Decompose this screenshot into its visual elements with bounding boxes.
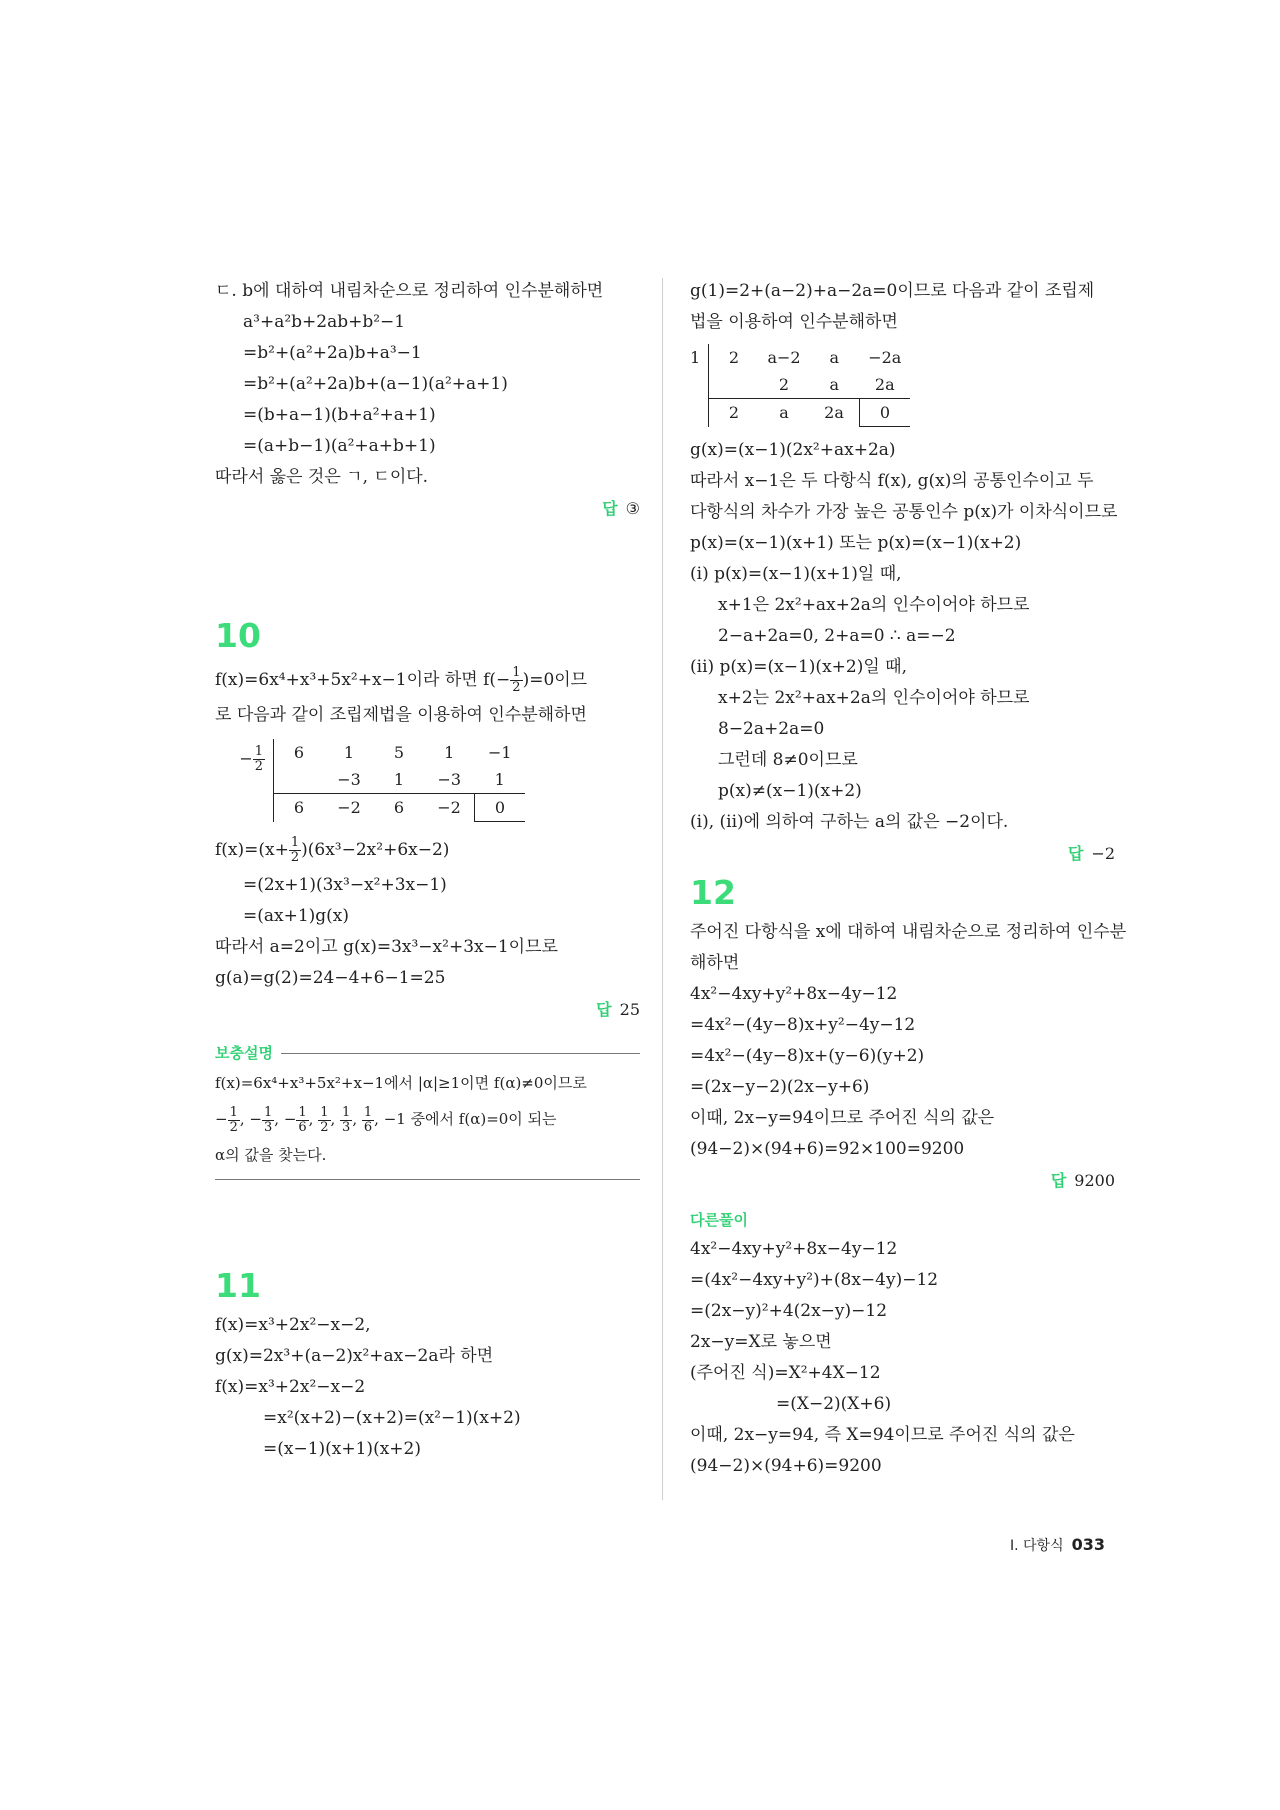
case-1-step: x+1은 2x²+ax+2a의 인수이어야 하므로 — [718, 595, 1030, 615]
syn-cell: 0 — [860, 399, 911, 427]
syn-cell: a — [829, 375, 840, 394]
case-2-step: x+2는 2x²+ax+2a의 인수이어야 하므로 — [718, 688, 1030, 708]
syn-cell: 2 — [728, 403, 740, 423]
case-2-step: 그런데 8≠0이므로 — [718, 750, 858, 770]
alt-line: 2x−y=X로 놓으면 — [690, 1332, 832, 1352]
page-footer — [1010, 1535, 1105, 1555]
note-fraction: $\frac{1}{2}$ , — [320, 1104, 341, 1135]
q11-body: g(x)=(x−1)(2x²+ax+2a) — [690, 440, 896, 460]
case-2-step: 8−2a+2a=0 — [718, 719, 825, 739]
q12-line: 주어진 다항식을 x에 대하여 내림차순으로 정리하여 인수분 — [690, 922, 1127, 942]
syn-cell: −3 — [337, 770, 361, 789]
q11-body: p(x)=(x−1)(x+1) 또는 p(x)=(x−1)(x+2) — [690, 533, 1022, 553]
fraction: $\frac{1}{2}$ — [290, 835, 300, 865]
q12-line: 이때, 2x−y=94이므로 주어진 식의 값은 — [690, 1108, 995, 1128]
syn-cell: a — [829, 348, 840, 367]
answer-value: −2 — [1091, 844, 1115, 863]
case-2-head: (ii) p(x)=(x−1)(x+2)일 때, — [690, 657, 907, 677]
q10-conclusion: g(a)=g(2)=24−4+6−1=25 — [215, 968, 446, 988]
fraction — [253, 745, 265, 774]
q10-intro-text: f(x)=6x⁴+x³+5x²+x−1이라 하면 f(− — [215, 670, 511, 690]
syn-cell: 1 — [393, 770, 405, 789]
q11-line: g(x)=2x³+(a−2)x²+ax−2a라 하면 — [215, 1346, 494, 1366]
q10-intro-text: )=0이므 — [522, 670, 588, 690]
answer-10 — [215, 994, 640, 1025]
q10-factor-text: )(6x³−2x²+6x−2) — [301, 840, 450, 860]
syn-cell: 6 — [393, 798, 405, 818]
syn-cell: −2 — [437, 798, 461, 818]
note-fraction: $\frac{1}{3}$ , — [342, 1104, 362, 1135]
note-fraction: − $\frac{1}{3}$ , — [249, 1104, 284, 1135]
note-fraction: $\frac{1}{6}$ — [363, 1104, 373, 1135]
frac-top: 1 — [254, 744, 263, 759]
alt-line: (주어진 식)=X²+4X−12 — [690, 1363, 881, 1383]
syn-cell — [274, 766, 325, 794]
q11-conclusion: (i), (ii)에 의하여 구하는 a의 값은 −2이다. — [690, 812, 1009, 832]
fraction — [510, 666, 522, 695]
answer-value: 9200 — [1074, 1171, 1115, 1190]
answer-12 — [690, 1165, 1115, 1196]
problem-number-11: 11 — [215, 1266, 261, 1305]
frac-top: 1 — [512, 665, 521, 680]
divisor: 1 — [690, 348, 701, 367]
part-d-step: =(b+a−1)(b+a²+a+1) — [243, 405, 436, 425]
synthetic-division-10 — [215, 739, 640, 822]
syn-cell: a — [779, 403, 789, 423]
part-d-step: =b²+(a²+2a)b+a³−1 — [243, 343, 422, 363]
answer-label: 답 — [596, 1000, 612, 1019]
syn-cell: −1 — [487, 743, 512, 762]
answer-label: 답 — [602, 499, 618, 518]
note-line: f(x)=6x⁴+x³+5x²+x−1에서 |α|≥1이면 f(α)≠0이므로 — [215, 1074, 587, 1092]
syn-cell: 6 — [293, 798, 305, 818]
left-column — [215, 276, 640, 1465]
q11-line: f(x)=x³+2x²−x−2, — [215, 1315, 371, 1335]
part-d-intro: ㄷ. b에 대하여 내림차순으로 정리하여 인수분해하면 — [215, 281, 604, 301]
alt-line: =(2x−y)²+4(2x−y)−12 — [690, 1301, 888, 1321]
case-1-step: 2−a+2a=0, 2+a=0 ∴ a=−2 — [718, 626, 956, 646]
alt-line: 이때, 2x−y=94, 즉 X=94이므로 주어진 식의 값은 — [690, 1425, 1075, 1445]
syn-cell: 1 — [343, 743, 355, 762]
divisor — [215, 739, 273, 774]
case-1-head: (i) p(x)=(x−1)(x+1)일 때, — [690, 564, 902, 584]
note-line-fracs — [215, 1099, 640, 1139]
answer-value: 25 — [619, 1000, 640, 1019]
part-d-step: =b²+(a²+2a)b+(a−1)(a²+a+1) — [243, 374, 508, 394]
syn-cell: 0 — [475, 794, 526, 822]
part-d-conclusion: 따라서 옳은 것은 ㄱ, ㄷ이다. — [215, 467, 429, 487]
syn-cell: −3 — [437, 770, 462, 789]
syn-cell: a−2 — [767, 348, 801, 367]
syn-cell: 1 — [494, 770, 505, 789]
syn-cell: 5 — [393, 743, 405, 762]
q12-line: 4x²−4xy+y²+8x−4y−12 — [690, 984, 898, 1004]
page-number: 033 — [1071, 1535, 1106, 1554]
syn-cell: −2 — [337, 798, 361, 818]
note-line: α의 값을 찾는다. — [215, 1146, 327, 1164]
chapter-label: I. 다항식 — [1010, 1538, 1064, 1554]
note-title: 보충설명 — [215, 1044, 273, 1062]
syn-cell: 2a — [824, 403, 844, 423]
q10-step: =(2x+1)(3x³−x²+3x−1) — [243, 875, 447, 895]
synthetic-division-11 — [690, 344, 1115, 427]
part-d-step: a³+a²b+2ab+b²−1 — [243, 312, 406, 332]
frac-bottom: 2 — [254, 759, 263, 774]
q12-line: =(2x−y−2)(2x−y+6) — [690, 1077, 870, 1097]
answer-value: ③ — [625, 499, 640, 518]
answer-11 — [690, 838, 1115, 869]
note-fraction: − $\frac{1}{6}$ , — [283, 1104, 319, 1135]
q10-conclusion: 따라서 a=2이고 g(x)=3x³−x²+3x−1이므로 — [215, 937, 558, 957]
q12-line: =4x²−(4y−8)x+y²−4y−12 — [690, 1015, 916, 1035]
alt-line: =(X−2)(X+6) — [776, 1394, 892, 1414]
q11-cont-intro: 법을 이용하여 인수분해하면 — [690, 312, 898, 332]
syn-cell: 2a — [874, 375, 895, 394]
q10-factor — [215, 830, 640, 870]
syn-cell — [709, 371, 760, 399]
q10-intro — [215, 660, 640, 700]
q11-body: 다항식의 차수가 가장 높은 공통인수 p(x)가 이차식이므로 — [690, 502, 1118, 522]
part-d-step: =(a+b−1)(a²+a+b+1) — [243, 436, 436, 456]
q12-line: =4x²−(4y−8)x+(y−6)(y+2) — [690, 1046, 925, 1066]
answer-label: 답 — [1050, 1171, 1067, 1190]
note-fraction: − $\frac{1}{2}$ , — [215, 1104, 250, 1135]
case-2-step: p(x)≠(x−1)(x+2) — [718, 781, 862, 801]
problem-number-12: 12 — [690, 873, 736, 912]
q10-intro-2: 로 다음과 같이 조립제법을 이용하여 인수분해하면 — [215, 705, 587, 725]
q11-cont-intro: g(1)=2+(a−2)+a−2a=0이므로 다음과 같이 조립제 — [690, 281, 1095, 301]
alt-line: =(4x²−4xy+y²)+(8x−4y)−12 — [690, 1270, 939, 1290]
syn-cell: 1 — [444, 743, 455, 762]
divisor-sign: − — [239, 749, 253, 768]
syn-cell: −2a — [868, 348, 902, 367]
alt-line: (94−2)×(94+6)=9200 — [690, 1456, 882, 1476]
alt-line: 4x²−4xy+y²+8x−4y−12 — [690, 1239, 898, 1259]
right-column — [690, 276, 1127, 1482]
q10-step: =(ax+1)g(x) — [243, 906, 350, 926]
answer-9 — [215, 493, 640, 524]
answer-label: 답 — [1067, 844, 1084, 863]
q11-step: =x²(x+2)−(x+2)=(x²−1)(x+2) — [263, 1408, 521, 1428]
problem-number-10: 10 — [215, 616, 261, 655]
alt-solution-title: 다른풀이 — [690, 1211, 748, 1229]
syn-cell: 6 — [293, 743, 305, 762]
syn-cell: 2 — [728, 348, 740, 367]
syn-table — [708, 344, 910, 427]
syn-cell: 2 — [778, 375, 790, 394]
syn-table — [273, 739, 525, 822]
q12-line: 해하면 — [690, 953, 740, 973]
frac-bottom: 2 — [512, 680, 521, 695]
q11-step: =(x−1)(x+1)(x+2) — [263, 1439, 421, 1459]
q12-line: (94−2)×(94+6)=92×100=9200 — [690, 1139, 965, 1159]
column-divider — [662, 278, 663, 1500]
q10-factor-text: f(x)=(x+ — [215, 840, 289, 860]
q11-body: 따라서 x−1은 두 다항식 f(x), g(x)의 공통인수이고 두 — [690, 471, 1094, 491]
supplementary-note — [215, 1039, 640, 1180]
q11-line: f(x)=x³+2x²−x−2 — [215, 1377, 366, 1397]
note-line-tail: , −1 중에서 f(α)=0이 되는 — [374, 1110, 557, 1128]
